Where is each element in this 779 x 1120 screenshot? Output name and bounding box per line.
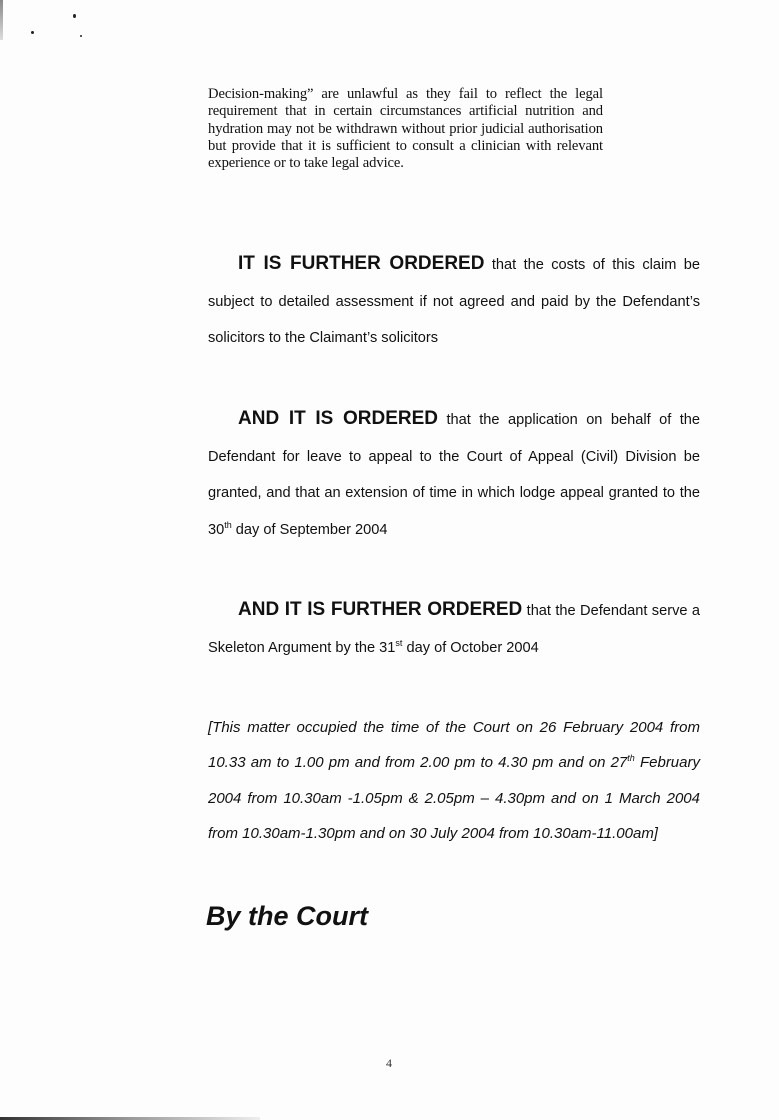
note-text-end: February 2004 from 10.30am -1.05pm & 2.05pm – 4.30pm and on 1 March 2004 from 10.30am-1.30pm and on 30 July 2004 from 10.30am-11.00am] [208,754,700,843]
scan-speck [73,14,76,18]
order-lead: AND IT IS FURTHER ORDERED [238,599,523,620]
scan-speck [31,31,34,34]
signoff-by-the-court: By the Court [206,901,368,931]
order-skeleton-argument [208,592,700,666]
order-text-end: day of September 2004 [231,521,388,538]
order-text: that the Defendant serve a Skeleton Argument by the 31 [208,603,700,656]
court-time-note [208,710,700,852]
order-text-end: day of October 2004 [402,639,539,656]
order-costs [208,246,700,357]
opening-paragraph: Decision-making” are unlawful as they fail to reflect the legal requirement that in certain circumstances artificial nutrition and hydration may not be withdrawn without prior judicial authorisation but provide that it is sufficient to consult a clinician with relevant experience or to take legal advice. [208,86,603,172]
order-text: that the costs of this claim be subject to detailed assessment if not agreed and paid by the Defendant’s solicitors to the Claimant’s solicitors [208,257,701,346]
ordinal-suffix: th [627,753,635,764]
ordinal-suffix: th [224,519,232,530]
order-lead: AND IT IS ORDERED [238,408,439,429]
scan-edge-left [0,0,3,40]
order-leave-to-appeal [208,401,700,548]
note-text: [This matter occupied the time of the Court on 26 February 2004 from 10.33 am to 1.00 pm and from 2.00 pm to 4.30 pm and on 27 [208,719,700,772]
order-text: that the application on behalf of the Defendant for leave to appeal to the Court of Appeal (Civil) Division be granted, and that an extension of time in which lodge appeal granted to the 30 [208,412,700,538]
page-number: 4 [386,1056,392,1070]
order-lead: IT IS FURTHER ORDERED [238,253,485,274]
ordinal-suffix: st [395,637,403,648]
scan-speck [80,35,82,37]
